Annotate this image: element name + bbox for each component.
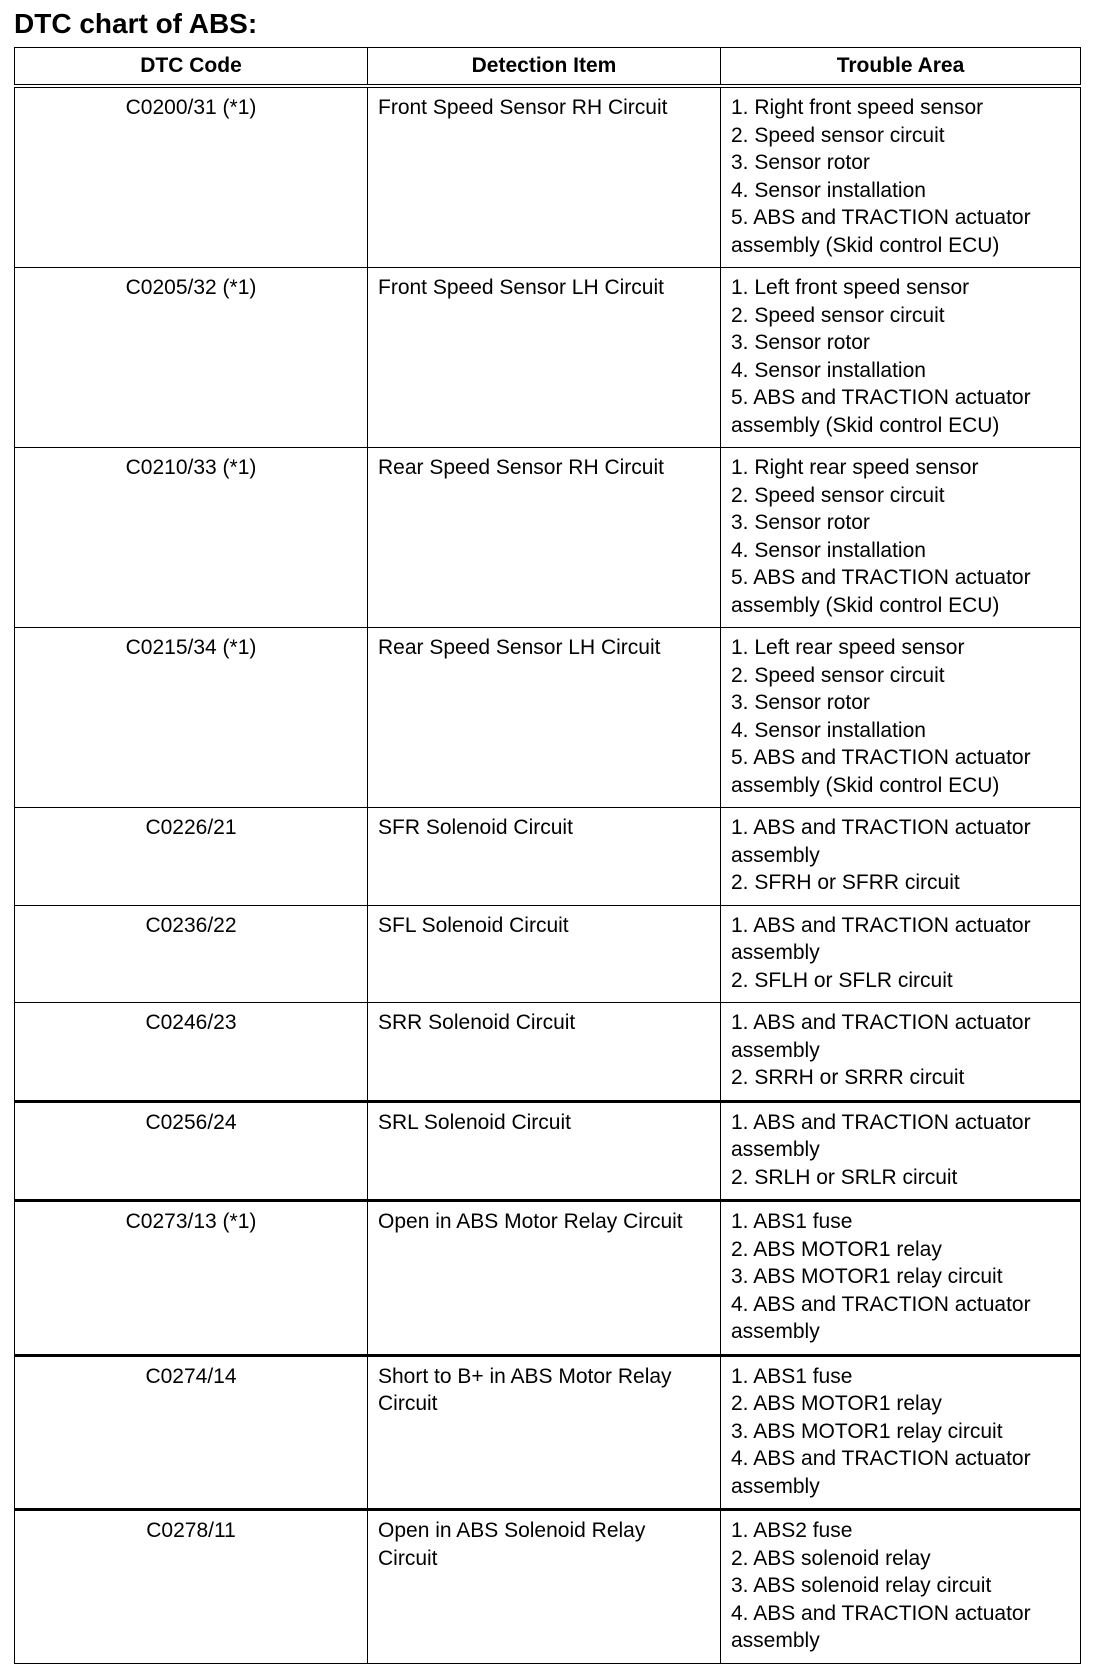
header-dtc-code: DTC Code: [15, 48, 368, 87]
table-row: [15, 1355, 1081, 1510]
trouble-area-item: 2. SRRH or SRRR circuit: [731, 1066, 965, 1089]
table-row: [15, 808, 1081, 906]
trouble-area-item: 1. ABS and TRACTION actuator assembly: [731, 913, 1031, 964]
trouble-area-item: 4. ABS and TRACTION actuator assembly: [731, 1601, 1031, 1652]
trouble-area-item: 4. ABS and TRACTION actuator assembly: [731, 1447, 1031, 1498]
table-row: [15, 448, 1081, 628]
trouble-area-item: 2. ABS MOTOR1 relay: [731, 1237, 942, 1261]
trouble-area-item: 2. Speed sensor circuit: [731, 483, 945, 507]
trouble-area-item: 3. ABS MOTOR1 relay circuit: [731, 1265, 1003, 1288]
trouble-area-item: 1. Left rear speed sensor: [731, 636, 965, 659]
trouble-area-item: 2. SFLH or SFLR circuit: [731, 968, 953, 992]
trouble-area-item: 2. Speed sensor circuit: [731, 123, 945, 147]
trouble-area-cell: [721, 268, 1081, 448]
dtc-code-cell: C0278/11: [15, 1510, 368, 1664]
table-row: [15, 1003, 1081, 1102]
trouble-area-item: 4. Sensor installation: [731, 718, 926, 742]
trouble-area-item: 2. Speed sensor circuit: [731, 303, 945, 327]
trouble-area-item: 3. Sensor rotor: [731, 691, 870, 714]
table-row: [15, 628, 1081, 808]
trouble-area-item: 1. Right front speed sensor: [731, 96, 984, 119]
table-row: [15, 1510, 1081, 1664]
trouble-area-item: 2. ABS solenoid relay: [731, 1546, 931, 1570]
detection-item-cell: Front Speed Sensor LH Circuit: [368, 268, 721, 448]
trouble-area-item: 1. ABS2 fuse: [731, 1519, 853, 1542]
trouble-area-item: 4. Sensor installation: [731, 358, 926, 382]
trouble-area-cell: [721, 1101, 1081, 1201]
table-row: [15, 905, 1081, 1003]
table-row: [15, 1101, 1081, 1201]
detection-item-cell: Short to B+ in ABS Motor Relay Circuit: [368, 1355, 721, 1510]
header-detection-item: Detection Item: [368, 48, 721, 87]
dtc-code-cell: C0200/31 (*1): [15, 86, 368, 268]
trouble-area-cell: [721, 1201, 1081, 1356]
detection-item-cell: Rear Speed Sensor LH Circuit: [368, 628, 721, 808]
dtc-code-cell: C0236/22: [15, 905, 368, 1003]
trouble-area-item: 2. SRLH or SRLR circuit: [731, 1165, 958, 1189]
detection-item-cell: SRR Solenoid Circuit: [368, 1003, 721, 1102]
trouble-area-cell: [721, 1003, 1081, 1102]
trouble-area-item: 2. ABS MOTOR1 relay: [731, 1392, 942, 1415]
dtc-code-cell: C0215/34 (*1): [15, 628, 368, 808]
trouble-area-item: 1. Left front speed sensor: [731, 276, 970, 299]
trouble-area-cell: [721, 808, 1081, 906]
trouble-area-cell: [721, 905, 1081, 1003]
trouble-area-cell: [721, 628, 1081, 808]
table-row: [15, 268, 1081, 448]
trouble-area-item: 2. SFRH or SFRR circuit: [731, 871, 960, 894]
header-row: [15, 48, 1081, 87]
trouble-area-item: 3. ABS solenoid relay circuit: [731, 1574, 992, 1597]
trouble-area-item: 1. ABS1 fuse: [731, 1210, 853, 1233]
trouble-area-item: 5. ABS and TRACTION actuator assembly (Skid control ECU): [731, 386, 1031, 437]
detection-item-cell: Open in ABS Motor Relay Circuit: [368, 1201, 721, 1356]
trouble-area-item: 3. Sensor rotor: [731, 511, 870, 534]
trouble-area-item: 5. ABS and TRACTION actuator assembly (Skid control ECU): [731, 566, 1031, 617]
trouble-area-item: 1. ABS and TRACTION actuator assembly: [731, 816, 1031, 867]
trouble-area-item: 1. ABS1 fuse: [731, 1364, 853, 1388]
dtc-code-cell: C0246/23: [15, 1003, 368, 1102]
trouble-area-item: 4. ABS and TRACTION actuator assembly: [731, 1292, 1031, 1343]
detection-item-cell: Front Speed Sensor RH Circuit: [368, 86, 721, 268]
trouble-area-item: 3. Sensor rotor: [731, 331, 870, 354]
trouble-area-item: 4. Sensor installation: [731, 178, 926, 202]
trouble-area-cell: [721, 86, 1081, 268]
dtc-code-cell: C0256/24: [15, 1101, 368, 1201]
trouble-area-cell: [721, 1510, 1081, 1664]
table-header: [15, 48, 1081, 87]
trouble-area-item: 4. Sensor installation: [731, 538, 926, 562]
dtc-code-cell: C0273/13 (*1): [15, 1201, 368, 1356]
detection-item-cell: SRL Solenoid Circuit: [368, 1101, 721, 1201]
trouble-area-item: 5. ABS and TRACTION actuator assembly (Skid control ECU): [731, 746, 1031, 797]
table-row: [15, 1201, 1081, 1356]
table-row: [15, 86, 1081, 268]
dtc-code-cell: C0210/33 (*1): [15, 448, 368, 628]
dtc-code-cell: C0226/21: [15, 808, 368, 906]
dtc-code-cell: C0274/14: [15, 1355, 368, 1510]
dtc-table: [14, 47, 1081, 1664]
trouble-area-item: 1. ABS and TRACTION actuator assembly: [731, 1011, 1031, 1062]
trouble-area-item: 1. ABS and TRACTION actuator assembly: [731, 1110, 1031, 1161]
detection-item-cell: SFL Solenoid Circuit: [368, 905, 721, 1003]
trouble-area-item: 1. Right rear speed sensor: [731, 456, 979, 479]
dtc-code-cell: C0205/32 (*1): [15, 268, 368, 448]
page-title: DTC chart of ABS:: [14, 8, 258, 39]
trouble-area-item: 5. ABS and TRACTION actuator assembly (Skid control ECU): [731, 206, 1031, 257]
trouble-area-cell: [721, 1355, 1081, 1510]
trouble-area-item: 3. Sensor rotor: [731, 151, 870, 174]
table-body: [15, 86, 1081, 1663]
header-trouble-area: Trouble Area: [721, 48, 1081, 87]
detection-item-cell: Open in ABS Solenoid Relay Circuit: [368, 1510, 721, 1664]
trouble-area-item: 3. ABS MOTOR1 relay circuit: [731, 1419, 1003, 1443]
detection-item-cell: Rear Speed Sensor RH Circuit: [368, 448, 721, 628]
trouble-area-item: 2. Speed sensor circuit: [731, 663, 945, 687]
detection-item-cell: SFR Solenoid Circuit: [368, 808, 721, 906]
trouble-area-cell: [721, 448, 1081, 628]
